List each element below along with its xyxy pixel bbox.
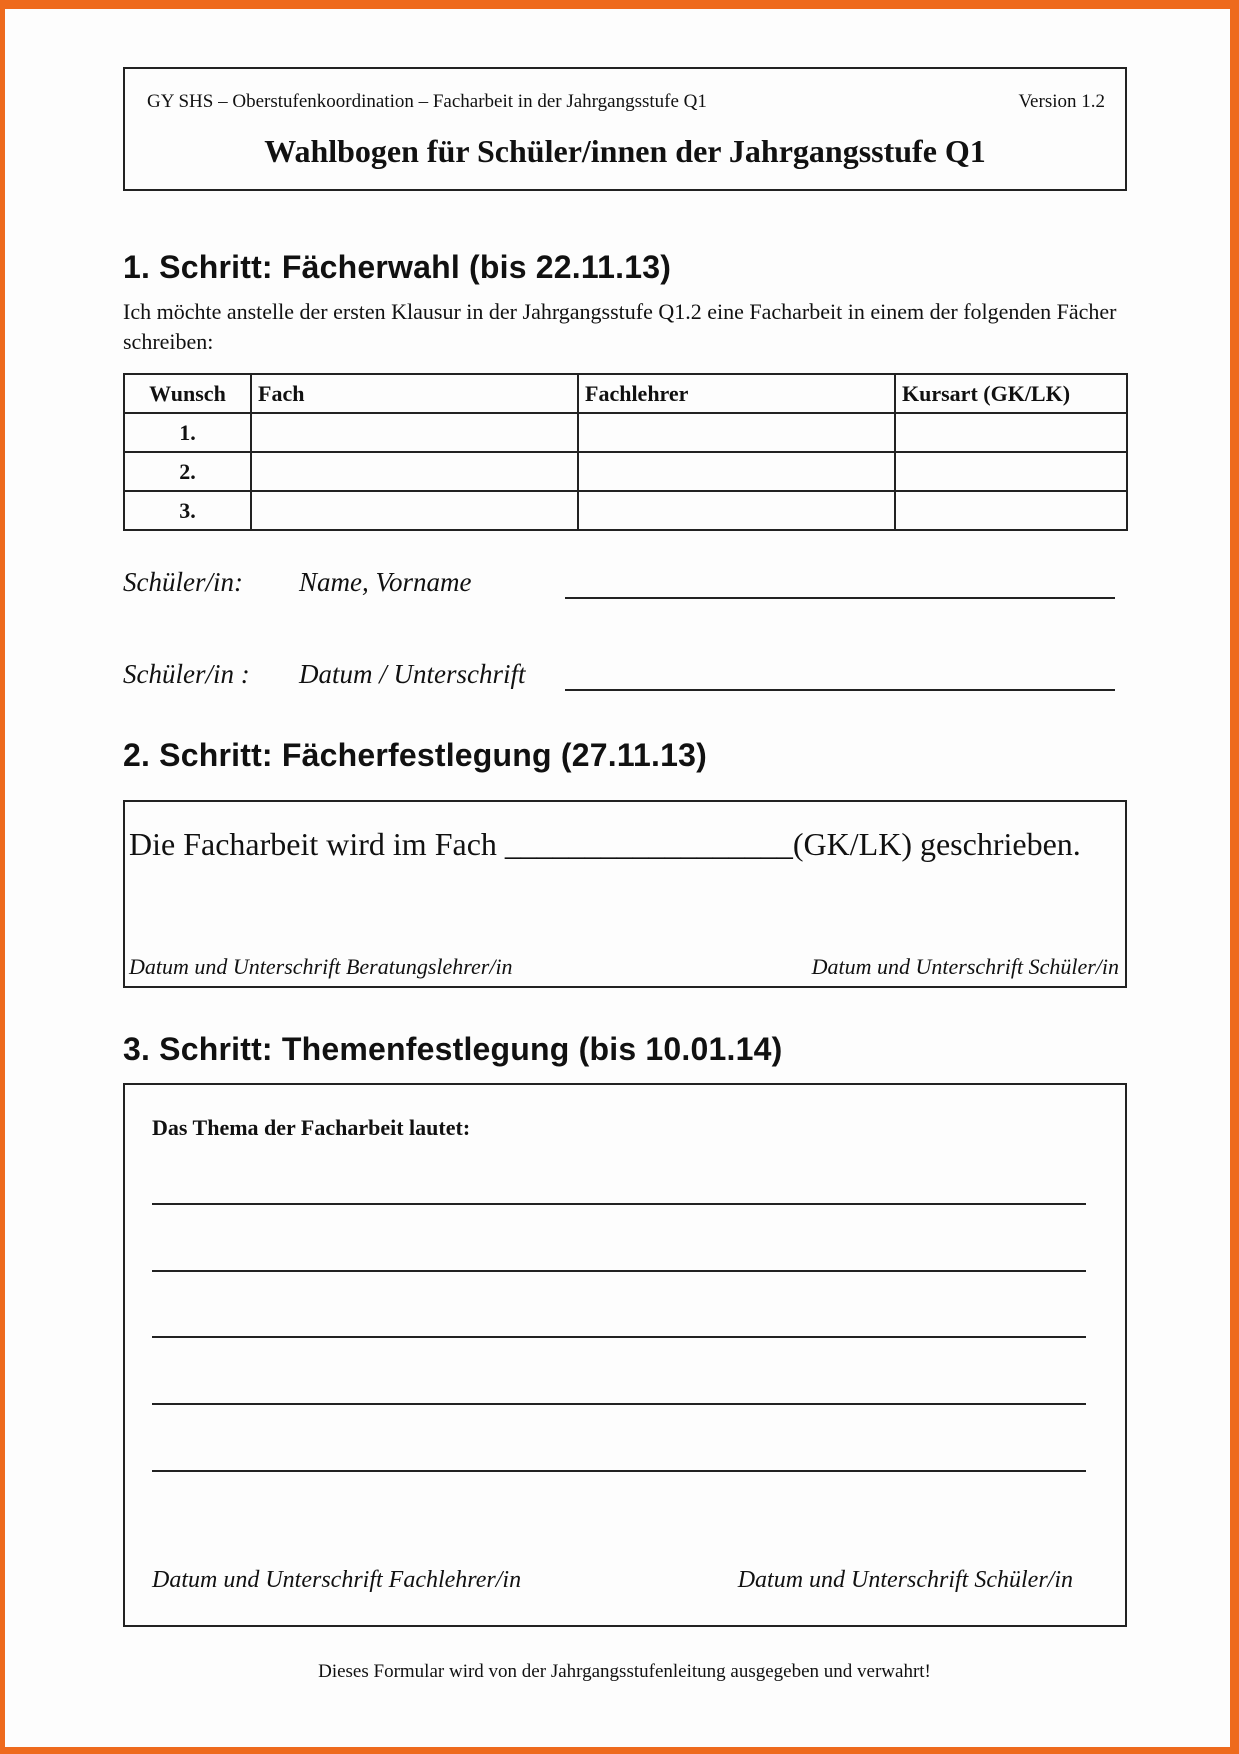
step2-heading: 2. Schritt: Fächerfestlegung (27.11.13) <box>123 737 707 773</box>
student-label: Schüler/in: <box>123 567 243 597</box>
table-row <box>124 452 1127 491</box>
topic-line[interactable] <box>152 1336 1086 1338</box>
col-fachlehrer: Fachlehrer <box>578 374 895 413</box>
step1-intro: Ich möchte anstelle der ersten Klausur in der Jahrgangsstufe Q1.2 eine Facharbeit in einem der folgenden Fächer schreiben: <box>123 299 1117 354</box>
row-number: 2. <box>124 452 251 491</box>
table-row <box>124 413 1127 452</box>
fach-cell[interactable] <box>251 491 578 530</box>
name-signature-line[interactable] <box>565 597 1115 599</box>
row-number: 1. <box>124 413 251 452</box>
kursart-cell[interactable] <box>895 413 1127 452</box>
kursart-cell[interactable] <box>895 452 1127 491</box>
name-field-label: Name, Vorname <box>299 567 472 597</box>
kursart-cell[interactable] <box>895 491 1127 530</box>
topic-box <box>123 1083 1127 1627</box>
topic-line[interactable] <box>152 1470 1086 1472</box>
fachlehrer-cell[interactable] <box>578 491 895 530</box>
advisor-signature-label: Datum und Unterschrift Beratungslehrer/in <box>129 954 513 979</box>
date-signature-label: Datum / Unterschrift <box>299 659 526 689</box>
subject-confirmation-box <box>123 800 1127 988</box>
fach-cell[interactable] <box>251 413 578 452</box>
topic-label: Das Thema der Facharbeit lautet: <box>152 1115 471 1140</box>
table-header-row <box>124 374 1127 413</box>
col-fach: Fach <box>251 374 578 413</box>
form-header <box>123 67 1127 191</box>
form-title: Wahlbogen für Schüler/innen der Jahrgangsstufe Q1 <box>264 133 986 169</box>
footer-note: Dieses Formular wird von der Jahrgangsstufenleitung ausgegeben und verwahrt! <box>318 1661 931 1682</box>
step3-heading: 3. Schritt: Themenfestlegung (bis 10.01.14) <box>123 1031 783 1067</box>
subject-sentence: Die Facharbeit wird im Fach __________________(GK/LK) geschrieben. <box>129 826 1081 862</box>
fach-cell[interactable] <box>251 452 578 491</box>
step1-heading: 1. Schritt: Fächerwahl (bis 22.11.13) <box>123 249 672 285</box>
student-label: Schüler/in : <box>123 659 250 689</box>
teacher-signature-label: Datum und Unterschrift Fachlehrer/in <box>152 1567 522 1593</box>
topic-line[interactable] <box>152 1203 1086 1205</box>
version-label: Version 1.2 <box>1018 91 1105 112</box>
header-meta: GY SHS – Oberstufenkoordination – Facharbeit in der Jahrgangsstufe Q1 <box>147 91 707 112</box>
date-signature-line[interactable] <box>565 689 1115 691</box>
student-signature-label: Datum und Unterschrift Schüler/in <box>737 1567 1073 1593</box>
topic-line[interactable] <box>152 1403 1086 1405</box>
col-kursart: Kursart (GK/LK) <box>895 374 1127 413</box>
topic-line[interactable] <box>152 1270 1086 1272</box>
subject-choice-table <box>123 373 1128 531</box>
row-number: 3. <box>124 491 251 530</box>
col-wunsch: Wunsch <box>124 374 251 413</box>
fachlehrer-cell[interactable] <box>578 413 895 452</box>
student-signature-label: Datum und Unterschrift Schüler/in <box>811 954 1119 979</box>
fachlehrer-cell[interactable] <box>578 452 895 491</box>
table-row <box>124 491 1127 530</box>
